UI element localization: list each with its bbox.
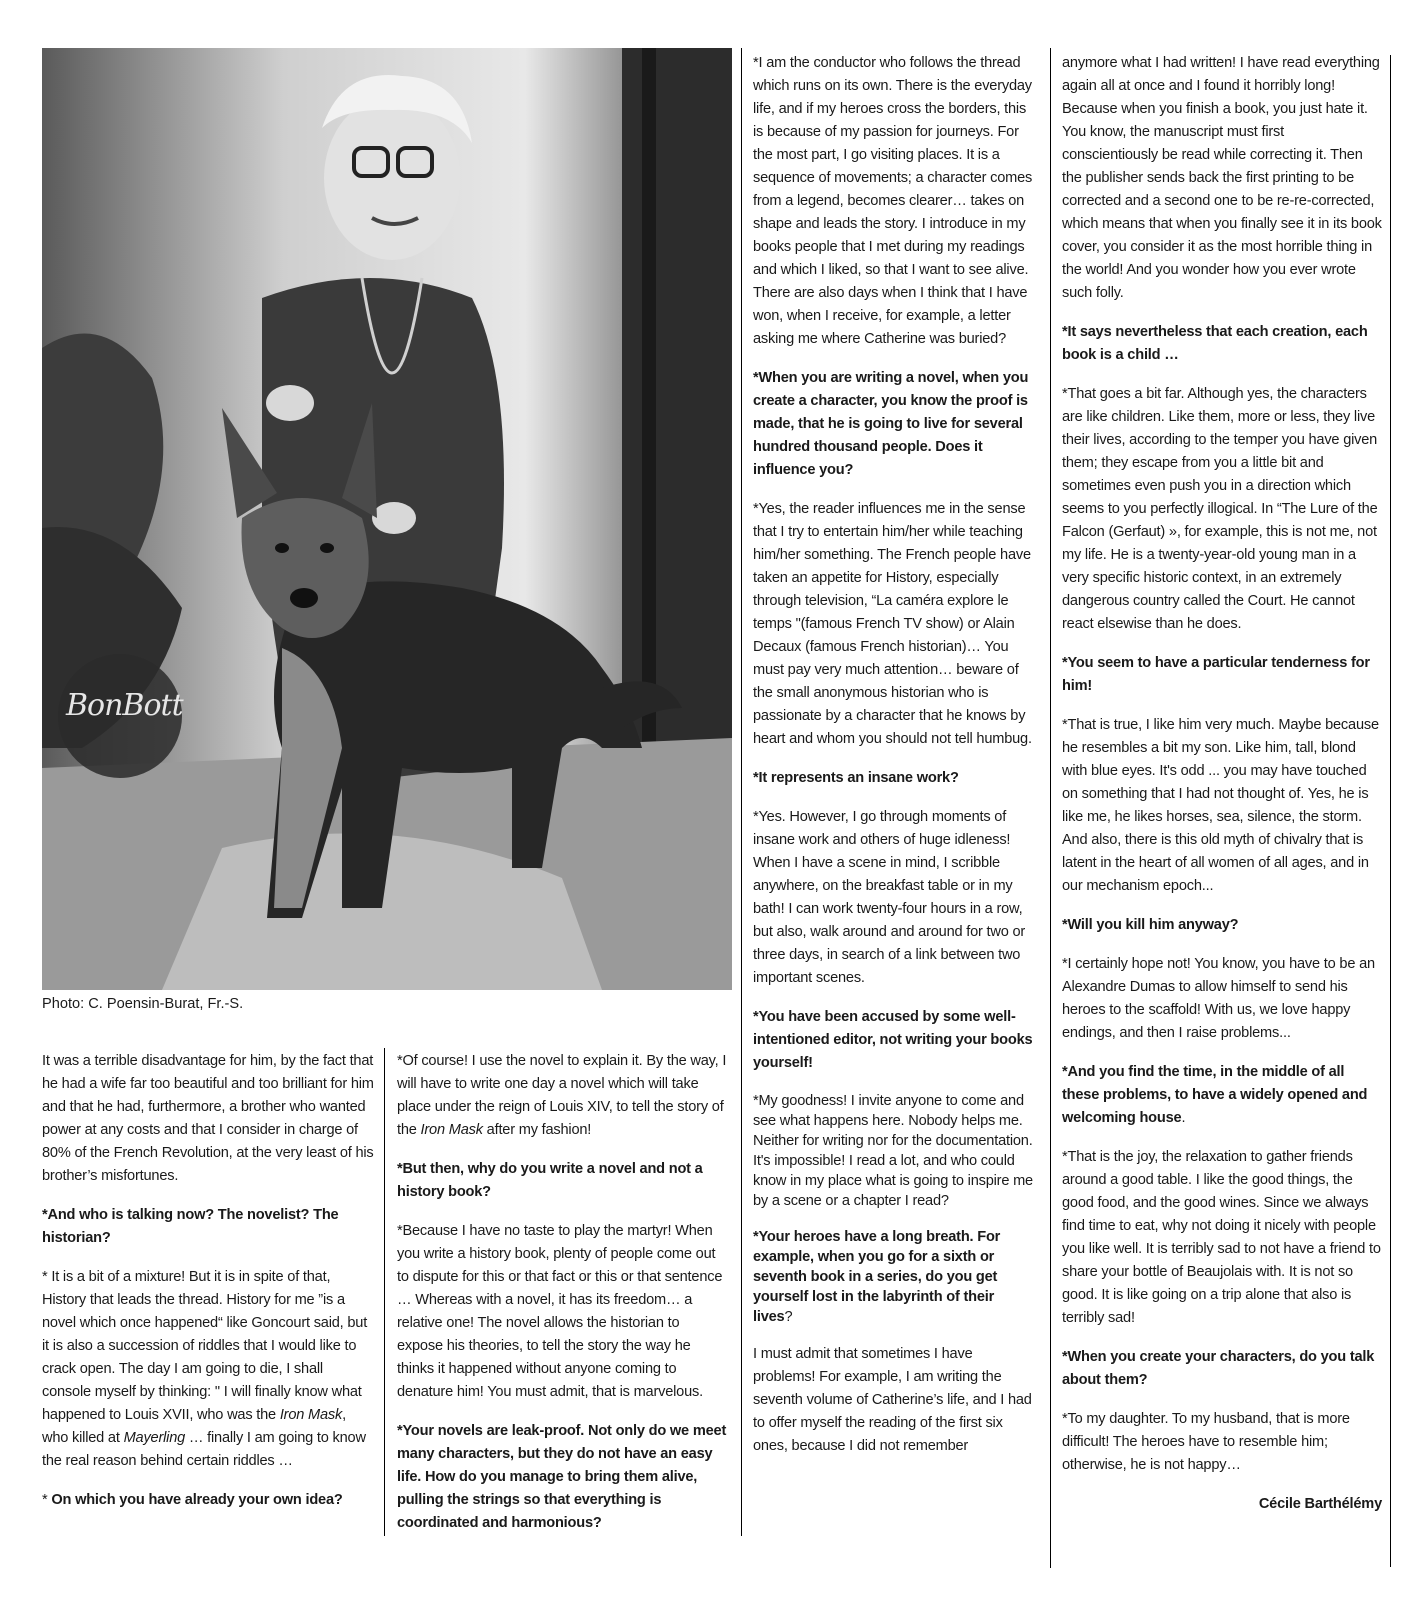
text-run: … finally I am going to know the real reason behind certain riddles … (42, 1430, 366, 1469)
article-column-3 (753, 52, 1035, 1474)
article-column-1 (42, 1050, 375, 1528)
article-photo (42, 48, 732, 990)
paragraph: *That is true, I like him very much. Maybe because he resembles a bit my son. Like him, tall, blond with blue eyes. It's odd ... you may have touched on something that I had not thought of. Yes, he is like me, he likes horses, sea, silence, the storm. And also, there is this old myth of chivalry that is latent in the heart of all women of all ages, and in our mechanism epoch... (1062, 717, 1379, 894)
interview-question: *Will you kill him anyway? (1062, 917, 1239, 933)
interview-question (1062, 1061, 1382, 1130)
article-column-4 (1062, 52, 1382, 1532)
question-text: *Your heroes have a long breath. For example, when you go for a sixth or seventh book in a series, do you get yourself lost in the labyrinth of their lives (753, 1229, 1001, 1325)
interview-question: *And who is talking now? The novelist? The historian? (42, 1207, 339, 1246)
paragraph: *Yes. However, I go through moments of insane work and others of huge idleness! When I have a scene in mind, I scribble anywhere, on the breakfast table or in my bath! I can work twenty-four hours in a row, but also, walk around and around for two or three days, in search of a link between two important scenes. (753, 809, 1026, 986)
column-divider (1390, 55, 1391, 1567)
paragraph (42, 1266, 375, 1473)
paragraph: *To my daughter. To my husband, that is more difficult! The heroes have to resemble him; otherwise, he is not happy… (1062, 1411, 1350, 1473)
paragraph: *My goodness! I invite anyone to come and see what happens here. Nobody helps me. Neither for writing nor for the documentation. It's impossible! I read a lot, and who could know in my place what is going to inspire me by a scene or a chapter I read? (753, 1093, 1033, 1209)
paragraph: *Yes, the reader influences me in the sense that I try to entertain him/her while teaching him/her something. The French people have taken an appetite for History, especially through television, “La caméra explore le temps "(famous French TV show) or Alain Decaux (famous French historian)… You must pay very much attention… beware of the small anonymous historian who is passionate by a character that he knows by heart and whom you should not tell humbug. (753, 501, 1032, 747)
column-divider (1050, 48, 1051, 1568)
text-run: . (1181, 1110, 1186, 1126)
text-run: * (42, 1492, 52, 1508)
interview-question: *Your novels are leak-proof. Not only do we meet many characters, but they do not have an easy life. How do you manage to bring them alive, pulling the strings so that everything is coordinated and harmonious? (397, 1423, 727, 1531)
emphasis: Iron Mask (279, 1407, 343, 1423)
text-run: after my fashion! (482, 1122, 592, 1138)
column-divider (741, 48, 742, 1536)
text-run: ? (784, 1309, 793, 1325)
interview-question (42, 1489, 375, 1512)
question-text: On which you have already your own idea? (51, 1492, 343, 1508)
photo-illustration (42, 48, 732, 990)
photo-watermark: BonBott (66, 688, 183, 723)
text-run: *Of course! I use the novel to explain it. By the way, I will have to write one day a novel which will take place under the reign of Louis XIV, to tell the story of the (397, 1053, 727, 1138)
paragraph: It was a terrible disadvantage for him, by the fact that he had a wife far too beautiful and too brilliant for him and that he had, furthermore, a brother who wanted power at any costs and that I consider in charge of 80% of the French Revolution, at the very least of his brother’s misfortunes. (42, 1053, 374, 1184)
text-run: , who killed at (42, 1407, 346, 1446)
interview-question: *When you create your characters, do you talk about them? (1062, 1349, 1375, 1388)
paragraph: *I certainly hope not! You know, you have to be an Alexandre Dumas to allow himself to send his heroes to the scaffold! With us, we love happy endings, and then I raise problems... (1062, 956, 1375, 1041)
author-signature: Cécile Barthélémy (1258, 1496, 1382, 1512)
question-text: *And you find the time, in the middle of all these problems, to have a widely opened and welcoming house (1062, 1064, 1368, 1126)
article-column-2 (397, 1050, 729, 1551)
column-divider (384, 1048, 385, 1536)
paragraph: *Because I have no taste to play the martyr! When you write a history book, plenty of people come out to dispute for this or that fact or this or that sentence … Whereas with a novel, it has its freedom… a relative one! The novel allows the historian to expose his theories, to tell the story the way he thinks it happened without anyone coming to denature him! You must admit, that is marvelous. (397, 1223, 723, 1400)
emphasis: Iron Mask (420, 1122, 483, 1138)
emphasis: Mayerling (123, 1430, 186, 1446)
interview-question: *But then, why do you write a novel and not a history book? (397, 1161, 703, 1200)
photo-caption: Photo: C. Poensin-Burat, Fr.-S. (42, 996, 244, 1012)
paragraph: anymore what I had written! I have read everything again all at once and I found it horribly long! Because when you finish a book, you just hate it. You know, the manuscript must first conscientiously be read while correcting it. Then the publisher sends back the first printing to be corrected and a second one to be re-re-corrected, which means that when you finally see it in its book cover, you consider it as the most horrible thing in the world! And you wonder how you ever wrote such folly. (1062, 55, 1382, 301)
interview-question: *It represents an insane work? (753, 770, 959, 786)
paragraph: *That goes a bit far. Although yes, the characters are like children. Like them, more or less, they live their lives, according to the temper you have given them; they escape from you a little bit and sometimes even push you in a direction which seems to you perfectly illogical. In “The Lure of the Falcon (Gerfaut) », for example, this is not me, not my life. He is a twenty-year-old young man in a very specific historic context, in an extremely dangerous country called the Court. He cannot react elsewise than he does. (1062, 386, 1378, 632)
interview-question: *It says nevertheless that each creation, each book is a child … (1062, 324, 1368, 363)
interview-question: *You have been accused by some well-intentioned editor, not writing your books yourself! (753, 1009, 1033, 1071)
interview-question: *When you are writing a novel, when you create a character, you know the proof is made, that he is going to live for several hundred thousand people. Does it influence you? (753, 370, 1029, 478)
paragraph (397, 1050, 729, 1142)
interview-question: *You seem to have a particular tenderness for him! (1062, 655, 1370, 694)
interview-question (753, 1227, 1035, 1327)
text-run: * It is a bit of a mixture! But it is in spite of that, History that leads the thread. History for me ”is a novel which once happened“ like Goncourt said, but it is also a succession of riddles that I would like to crack open. The day I am going to die, I shall console myself by thinking: " I will finally know what happened to Louis XVII, who was the (42, 1269, 368, 1423)
paragraph: *I am the conductor who follows the thread which runs on its own. There is the everyday life, and if my heroes cross the borders, this is because of my passion for journeys. For the most part, I go visiting places. It is a sequence of movements; a character comes from a legend, becomes clearer… takes on shape and leads the story. I introduce in my books people that I met during my readings and which I liked, so that I want to see alive. There are also days when I think that I have won, when I receive, for example, a letter asking me where Catherine was buried? (753, 55, 1033, 347)
paragraph: I must admit that sometimes I have problems! For example, I am writing the seventh volume of Catherine’s life, and I had to offer myself the reading of the first six ones, because I did not remember (753, 1346, 1032, 1454)
paragraph: *That is the joy, the relaxation to gather friends around a good table. I like the good things, the good food, and the good wines. Since we always find time to eat, why not doing it nicely with people you like well. It is terribly sad to not have a friend to share your bottle of Beaujolais with. It is not so good. It is like going on a trip alone that also is terribly sad! (1062, 1149, 1381, 1326)
